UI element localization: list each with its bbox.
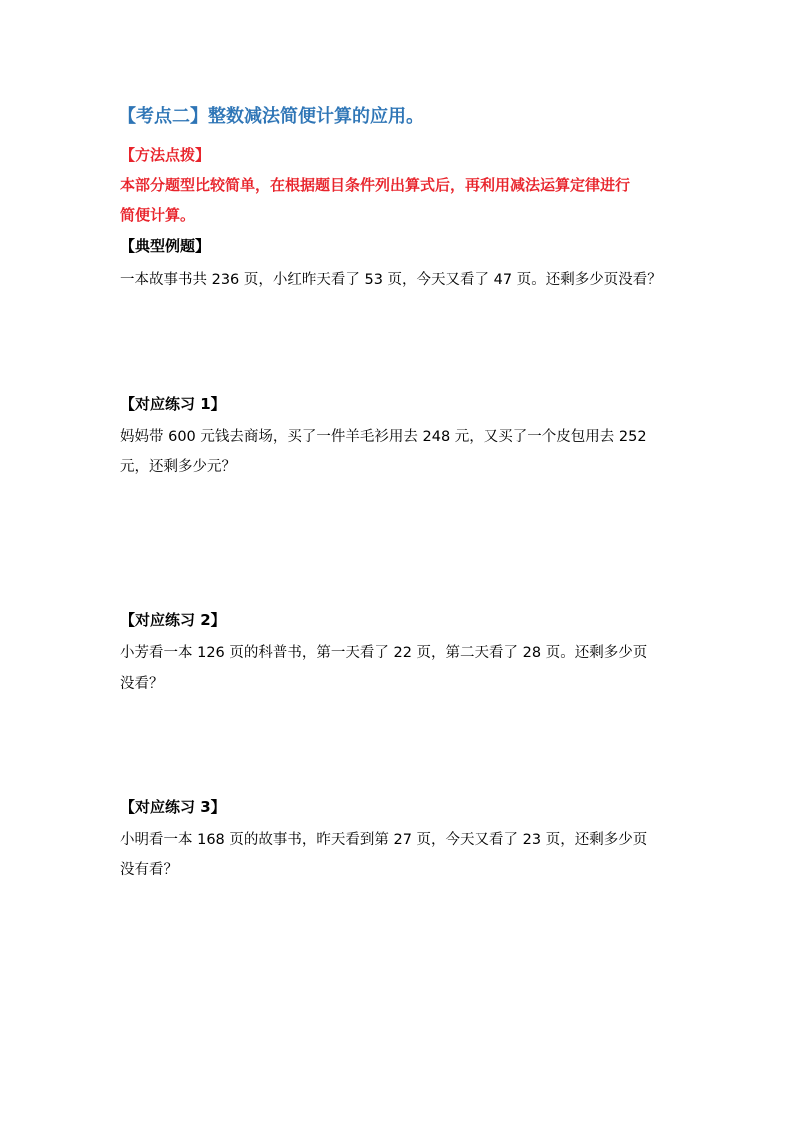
method-tip-line: 简便计算。 [120,206,196,224]
practice-1-question-line: 妈妈带 600 元钱去商场，买了一件羊毛衫用去 248 元，又买了一个皮包用去 252 [120,429,647,445]
practice-3-question-line: 小明看一本 168 页的故事书，昨天看到第 27 页，今天又看了 23 页，还剩多少页 [120,832,648,848]
example-label: 【典型例题】 [120,237,211,255]
practice-1-label: 【对应练习 1】 [120,395,226,413]
method-tip-label: 【方法点拨】 [120,146,211,164]
practice-1-question-line: 元，还剩多少元？ [120,459,236,475]
practice-2-question-line: 没看？ [120,676,164,692]
practice-3-label: 【对应练习 3】 [120,798,226,816]
method-tip-line: 本部分题型比较简单，在根据题目条件列出算式后，再利用减法运算定律进行 [120,176,631,194]
practice-2-question-line: 小芳看一本 126 页的科普书，第一天看了 22 页，第二天看了 28 页。还剩多少页 [120,645,648,661]
example-question: 一本故事书共 236 页，小红昨天看了 53 页，今天又看了 47 页。还剩多少页没看？ [120,272,662,288]
practice-3-question-line: 没有看？ [120,862,178,878]
practice-2-label: 【对应练习 2】 [120,611,226,629]
section-heading: 【考点二】整数减法简便计算的应用。 [118,106,424,127]
